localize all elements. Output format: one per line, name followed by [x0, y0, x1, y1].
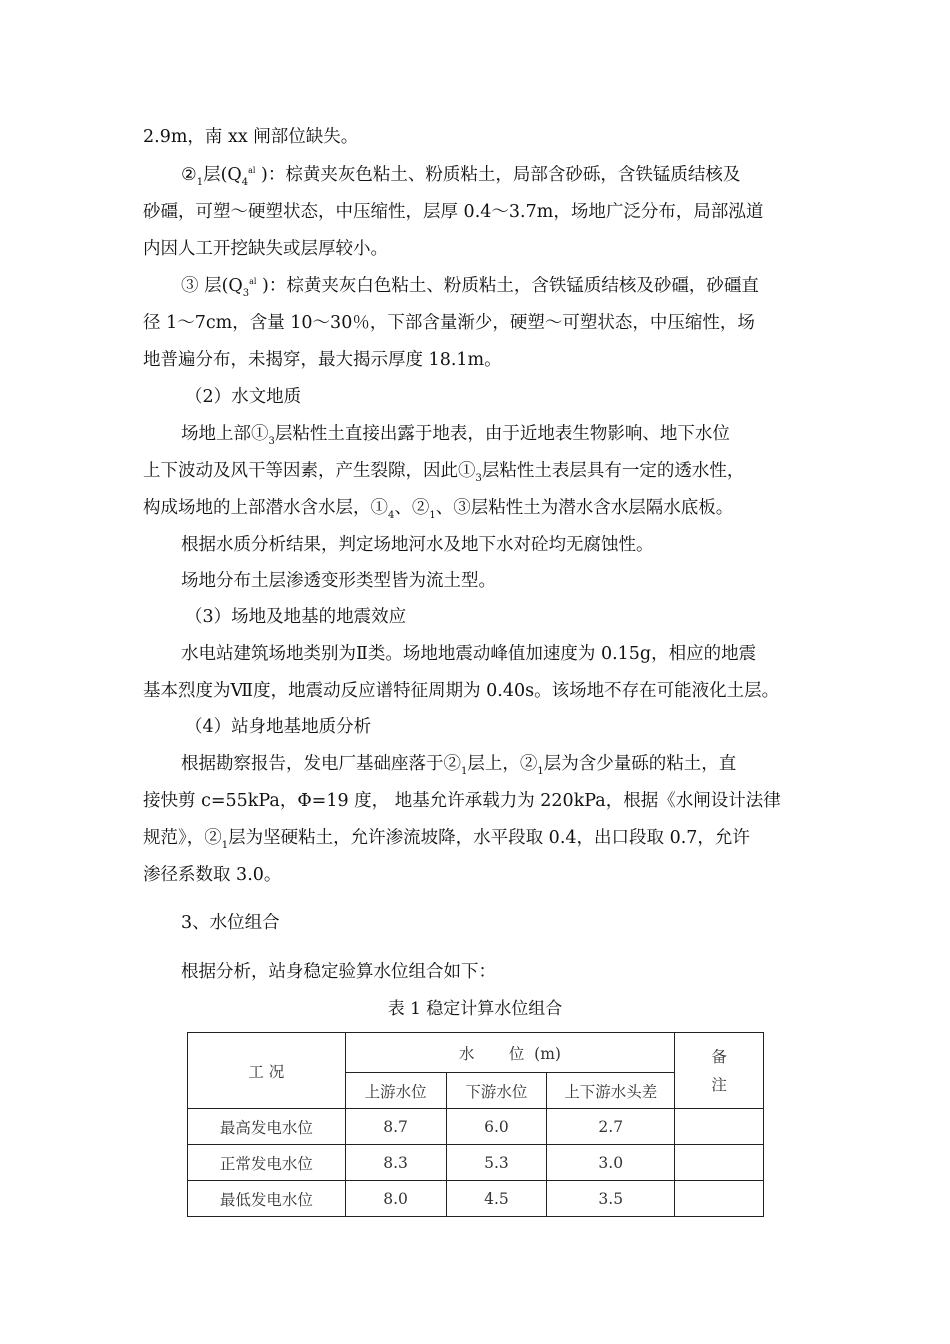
cell-downstream: 5.3: [446, 1145, 547, 1181]
cell-remark: [675, 1109, 764, 1145]
text: 3、水位组合: [181, 913, 280, 933]
subscript: 1: [429, 510, 436, 521]
text: 层(Q: [203, 165, 242, 185]
text: （2）水文地质: [185, 387, 302, 407]
text: 规范》，②: [143, 828, 222, 848]
table-header-row: [188, 1033, 764, 1073]
text: 根据勘察报告，发电厂基础座落于②: [181, 754, 461, 774]
subscript: 1: [537, 766, 544, 777]
paragraph-line: [143, 679, 779, 703]
text: 内因人工开挖缺失或层厚较小。: [143, 239, 388, 259]
paragraph-line: [181, 274, 759, 301]
cell-difference: 2.7: [547, 1109, 675, 1145]
text: 场地上部①: [181, 424, 269, 444]
paragraph-line: [181, 533, 654, 557]
header-upstream: 上游水位: [345, 1073, 446, 1109]
paragraph-line: [143, 348, 502, 372]
text: )：棕黄夹灰白色粘土、粉质粘土，含铁锰质结核及砂礓，砂礓直: [256, 276, 759, 296]
text: 径 1～7cm，含量 10～30％，下部含量渐少，硬塑～可塑状态，中压缩性，场: [143, 313, 755, 333]
paragraph-line: [143, 200, 763, 224]
text: 层为坚硬粘土，允许渗流坡降，水平段取 0.4，出口段取 0.7，允许: [228, 828, 750, 848]
header-remark: [675, 1033, 764, 1109]
text: 层粘性土表层具有一定的透水性，: [481, 461, 745, 481]
cell-condition: 最低发电水位: [188, 1181, 346, 1217]
paragraph-line: [181, 642, 756, 666]
cell-upstream: 8.3: [345, 1145, 446, 1181]
table-row: [188, 1109, 764, 1145]
subscript: 1: [221, 840, 229, 851]
paragraph-line: [143, 311, 755, 335]
cell-condition: 最高发电水位: [188, 1109, 346, 1145]
text: ②: [181, 165, 197, 185]
text: 、②: [394, 498, 430, 518]
paragraph-line: [143, 496, 733, 523]
header-water-level: 水 位 (m): [345, 1033, 674, 1073]
paragraph-line: [143, 125, 358, 149]
paragraph-line: [143, 459, 744, 486]
text: 构成场地的上部潜水含水层，①: [143, 498, 388, 518]
paragraph-line: [181, 422, 730, 449]
text: 地普遍分布，未揭穿，最大揭示厚度 18.1m。: [143, 350, 502, 370]
paragraph-line: [181, 569, 496, 593]
text: 根据水质分析结果，判定场地河水及地下水对砼均无腐蚀性。: [181, 535, 654, 555]
cell-downstream: 6.0: [446, 1109, 547, 1145]
text: （3）场地及地基的地震效应: [185, 607, 407, 627]
text: （4）站身地基地质分析: [185, 717, 372, 737]
subscript: 3: [242, 288, 250, 299]
text: 层上，②: [467, 754, 538, 774]
cell-condition: 正常发电水位: [188, 1145, 346, 1181]
subscript: 1: [461, 766, 468, 777]
text: 根据分析，站身稳定验算水位组合如下：: [181, 962, 496, 982]
paragraph-line: [143, 863, 281, 887]
table-row: [188, 1181, 764, 1217]
text: 基本烈度为Ⅶ度，地震动反应谱特征周期为 0.40s。该场地不存在可能液化土层。: [143, 681, 780, 701]
subscript: 4: [388, 510, 395, 521]
header-remark-line2: 注: [711, 1075, 727, 1094]
cell-downstream: 4.5: [446, 1181, 547, 1217]
text: 2.9m，南 xx 闸部位缺失。: [143, 127, 359, 147]
header-head-difference: 上下游水头差: [547, 1073, 675, 1109]
paragraph-line: [143, 789, 781, 813]
paragraph-line: [181, 163, 740, 190]
table-caption: 表 1 稳定计算水位组合: [387, 999, 563, 1019]
section-heading: [181, 911, 280, 935]
subscript: 1: [196, 177, 204, 188]
subscript: 4: [241, 177, 249, 188]
cell-upstream: 8.0: [345, 1181, 446, 1217]
superscript: al: [249, 277, 257, 286]
header-condition: 工 况: [188, 1033, 346, 1109]
text: 接快剪 c=55kPa，Φ=19 度， 地基允许承载力为 220kPa，根据《水闸设计法律: [143, 791, 781, 811]
paragraph-line: [181, 752, 736, 779]
text: ③ 层(Q: [181, 276, 243, 296]
subscript: 3: [268, 436, 275, 447]
paragraph-line: [181, 960, 496, 984]
text: 渗径系数取 3.0。: [143, 865, 282, 885]
text: 、③层粘性土为潜水含水层隔水底板。: [435, 498, 734, 518]
cell-upstream: 8.7: [345, 1109, 446, 1145]
paragraph-line: [143, 826, 750, 853]
cell-remark: [675, 1145, 764, 1181]
cell-difference: 3.0: [547, 1145, 675, 1181]
text: 砂礓，可塑～硬塑状态，中压缩性，层厚 0.4～3.7m，场地广泛分布，局部泓道: [143, 202, 764, 222]
text: 场地分布土层渗透变形类型皆为流土型。: [181, 571, 496, 591]
cell-difference: 3.5: [547, 1181, 675, 1217]
subscript: 3: [475, 473, 482, 484]
section-heading: [185, 715, 371, 739]
header-downstream: 下游水位: [446, 1073, 547, 1109]
text: 层粘性土直接出露于地表，由于近地表生物影响、地下水位: [274, 424, 730, 444]
cell-remark: [675, 1181, 764, 1217]
header-remark-line1: 备: [711, 1047, 727, 1066]
text: 层为含少量砾的粘土，直: [543, 754, 737, 774]
section-heading: [185, 385, 301, 409]
table-row: [188, 1145, 764, 1181]
text: 上下波动及风干等因素，产生裂隙，因此①: [143, 461, 476, 481]
section-heading: [185, 605, 406, 629]
superscript: al: [248, 166, 256, 175]
text: )：棕黄夹灰色粘土、粉质粘土，局部含砂砾，含铁锰质结核及: [255, 165, 741, 185]
text: 水电站建筑场地类别为Ⅱ类。场地地震动峰值加速度为 0.15g，相应的地震: [181, 644, 757, 664]
water-level-table: [187, 1032, 764, 1217]
paragraph-line: [143, 237, 388, 261]
